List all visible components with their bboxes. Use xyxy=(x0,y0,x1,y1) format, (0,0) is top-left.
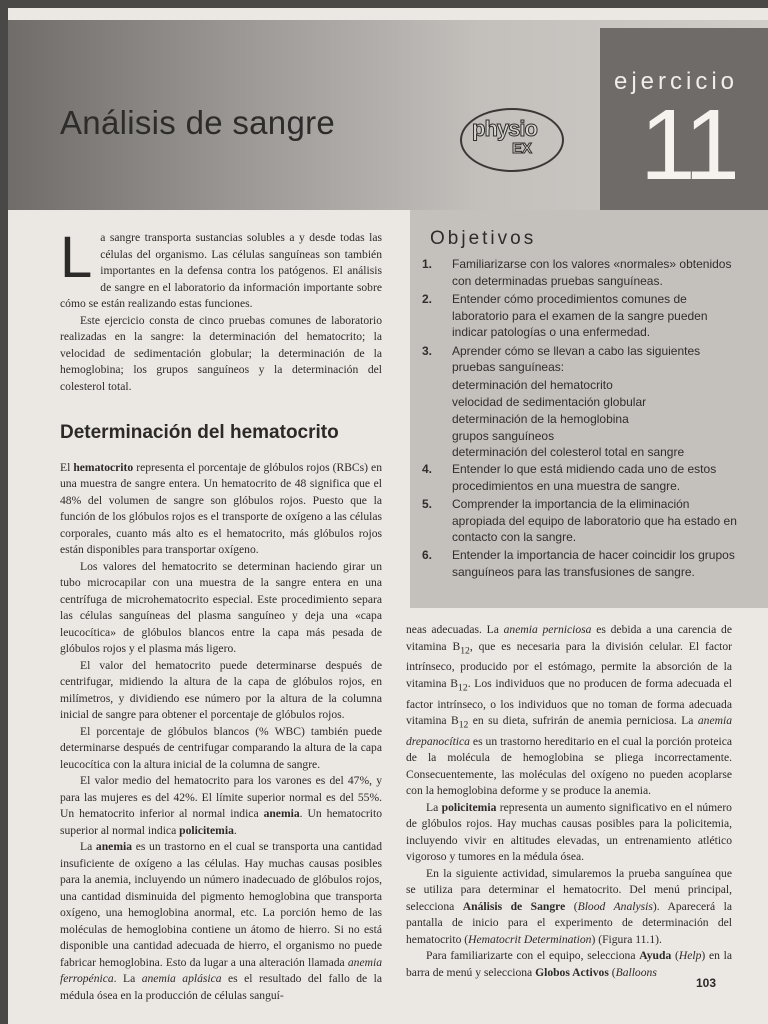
objective-text: Entender lo que está midiendo cada uno de estos procedimientos en una muestra de sangre. xyxy=(452,461,717,493)
body-paragraph xyxy=(406,866,732,949)
page xyxy=(8,8,768,1024)
body-paragraph xyxy=(406,800,732,866)
objective-text: Entender cómo procedimientos comunes de laboratorio para el examen de la sangre pueden indicar patologías o una enfermedad. xyxy=(452,291,708,340)
text-run: . Los individuos que no producen de forma adecuada el factor intrínseco, o los individuos que no toman de forma adecuada vitamina B xyxy=(406,676,732,728)
text-run: . La xyxy=(113,972,142,985)
body-paragraph xyxy=(60,839,382,1004)
term-bold: policitemia xyxy=(441,800,497,814)
objective-subitem: determinación del hematocrito xyxy=(452,378,613,393)
exercise-label: ejercicio xyxy=(614,68,739,95)
logo-word: physio xyxy=(472,116,537,141)
objective-text: Comprender la importancia de la eliminación apropiada del equipo de laboratorio que ha estado en contacto con la sangre. xyxy=(452,496,737,545)
text-run: Para familiarizarte con el equipo, selecciona xyxy=(426,949,640,963)
text-run: es el resultado del fallo de la médula ósea en la producción de células sanguí- xyxy=(60,972,382,1002)
objective-subitem: determinación del colesterol total en sangre xyxy=(452,445,685,460)
text-run: ( xyxy=(671,949,679,963)
objective-text: Entender la importancia de hacer coincidir los grupos sanguíneos para las transfusiones de sangre. xyxy=(452,548,735,580)
term-bold: anemia xyxy=(95,840,132,853)
objective-number: 3. xyxy=(422,343,433,358)
term-bold: hematocrito xyxy=(73,460,134,474)
text-run: es un trastorno en el cual se transporta una cantidad insuficiente de oxígeno a las células. Hay muchas causas posibles para la anemia, incluyendo un número inadecuado de glóbulos rojos, una cantidad disminuida del pigmento hemoglobina que transporta oxígeno, una hemoglobina anormal, etc. La porción hemo de las moléculas de hemoglobina contiene un átomo de hierro. Si no está disponible una cantidad adecuada de hierro, el organismo no puede fabricar hemoglobina. Esto da lugar a una alteración llamada xyxy=(60,840,382,969)
text-run: La xyxy=(80,840,96,853)
text-run: El xyxy=(60,460,74,474)
intro-paragraph-2: Este ejercicio consta de cinco pruebas comunes de laboratorio realizadas en la sangre: la determinación del hematocrito; la velocidad de sedimentación globular; la determinación de la hemoglobina; los grupos sanguíneos y la determinación del colesterol total. xyxy=(60,313,382,393)
term-bold: anemia xyxy=(263,807,300,820)
logo-sub: EX xyxy=(512,140,533,157)
term-italic: anemia ferropénica xyxy=(60,955,382,985)
objective-item xyxy=(422,343,742,376)
exercise-badge xyxy=(600,28,768,210)
text-run: representa el porcentaje de glóbulos rojos (RBCs) en una muestra de sangre entera. Un hematocrito de 48 significa que el 48% del volumen de sangre son glóbulos rojos. Puesto que la función de los glóbulos rojos es el transporte de oxígeno a las células corporales, cuanto más alto es el hematocrito, más glóbulos rojos están disponibles para transportar oxígeno. xyxy=(60,460,382,556)
text-run: En la siguiente actividad, simularemos la prueba sanguínea que se utiliza para determinar el hematocrito. Del menú principal, selecciona xyxy=(406,866,732,913)
body-paragraph: El valor del hematocrito puede determinarse después de centrifugar, midiendo la altura de la capa de glóbulos rojos, en milímetros, y dividiendo ese número por la altura de la columna inicial de sangre para obtener el porcentaje de glóbulos rojos. xyxy=(60,658,382,721)
text-run: . xyxy=(233,823,237,837)
text-run: es debida a una carencia de vitamina B xyxy=(406,623,732,653)
objective-number: 4. xyxy=(422,461,433,476)
left-column xyxy=(60,225,382,1004)
intro-text: a sangre transporta sustancias solubles a y desde todas las células del organismo. Las células sanguíneas son también importantes en la defensa contra los patógenos. El análisis de sangre en el laboratorio da información importante sobre cómo se están realizando estas funciones. xyxy=(60,231,382,310)
text-run: . Un hematocrito superior al normal indica xyxy=(60,807,382,837)
text-run: es un trastorno hereditario en el cual la porción proteica de la molécula de hemoglobina se pliega incorrectamente. Consecuentemente, las moléculas del oxígeno no pueden acoplarse con la hemoglobina deforme y se produce la anemia. xyxy=(406,734,732,798)
term-italic: Hematocrit Determination xyxy=(468,932,592,946)
page-number: 103 xyxy=(696,976,717,990)
body-paragraph xyxy=(60,460,382,559)
physioex-logo xyxy=(454,104,572,174)
objective-text: Familiarizarse con los valores «normales» obtenidos con determinadas pruebas sanguíneas. xyxy=(452,257,732,288)
objective-number: 1. xyxy=(422,257,433,271)
objectives-heading: Objetivos xyxy=(430,228,537,249)
body-paragraph xyxy=(406,622,732,800)
text-run: ) (Figura 11.1). xyxy=(591,932,662,946)
text-run: ). Aparecerá la pantalla de inicio para el experimento de determinación del hematocrito ( xyxy=(406,899,732,946)
text-run: , que es necesaria para la división celular. El factor intrínseco, producido por el estómago, permite la absorción de la vitamina B xyxy=(406,639,732,690)
text-run: ( xyxy=(565,899,578,913)
right-column xyxy=(406,622,732,981)
objective-number: 5. xyxy=(422,496,433,511)
term-italic: Balloons xyxy=(615,965,657,979)
objective-number: 6. xyxy=(422,548,433,563)
term-italic: Blood Analysis xyxy=(577,899,653,913)
term-bold: Globos Activos xyxy=(535,965,609,979)
term-bold: Análisis de Sangre xyxy=(462,899,566,913)
term-italic: anemia perniciosa xyxy=(503,623,592,636)
drop-cap: L xyxy=(60,225,93,290)
subscript: 12 xyxy=(458,682,468,694)
objectives-box xyxy=(410,210,768,608)
objective-item xyxy=(422,547,742,580)
text-run: en su dieta, sufrirán de anemia perniciosa. La xyxy=(468,714,698,728)
objective-subitem: determinación de la hemoglobina xyxy=(452,411,629,426)
subscript: 12 xyxy=(460,644,470,656)
text-run: El valor medio del hematocrito para los varones es del 47%, y para las mujeres es del 42%. El límite superior normal es del 55%. Un hematocrito inferior al normal indica xyxy=(60,774,382,820)
objective-item xyxy=(422,461,742,494)
objective-number: 2. xyxy=(422,291,433,306)
text-run: representa un aumento significativo en el número de glóbulos rojos. Hay muchas causas posibles para la policitemia, incluyendo vivir en altitudes elevadas, un entrenamiento atlético vigoroso y tumores en la médula ósea. xyxy=(406,800,732,864)
objective-subitem: grupos sanguíneos xyxy=(452,428,555,443)
body-paragraph xyxy=(406,948,732,981)
section-heading: Determinación del hematocrito xyxy=(60,422,339,443)
term-bold: Ayuda xyxy=(639,949,672,963)
page-title: Análisis de sangre xyxy=(60,104,336,141)
text-run: ( xyxy=(608,965,616,979)
term-italic: anemia aplásica xyxy=(141,972,222,985)
objective-text: Aprender cómo se llevan a cabo las siguientes pruebas sanguíneas: xyxy=(452,343,701,375)
body-paragraph: El porcentaje de glóbulos blancos (% WBC) también puede determinarse después de centrifugar comparando la altura de la capa leucocítica con la altura inicial de la columna de sangre. xyxy=(60,724,382,771)
objective-item xyxy=(422,291,742,341)
body-paragraph: Los valores del hematocrito se determinan haciendo girar un tubo microcapilar con una muestra de la sangre entera en una centrífuga de microhematocrito especial. Este procedimiento separa las células sanguíneas del plasma sanguíneo y deja una «capa leucocítica» de glóbulos blancos entre la capa más pesada de glóbulos rojos y el plasma más ligero. xyxy=(60,559,382,655)
text-run: neas adecuadas. La xyxy=(406,623,504,636)
objective-subitem: velocidad de sedimentación globular xyxy=(452,395,647,410)
intro-paragraph xyxy=(60,225,382,313)
term-italic: anemia drepanocítica xyxy=(406,714,732,748)
text-run: ) en la barra de menú y selecciona xyxy=(406,949,733,979)
objective-item xyxy=(422,496,742,546)
body-paragraph xyxy=(60,773,382,839)
exercise-number: 11 xyxy=(640,89,736,201)
term-bold: policitemia xyxy=(179,823,234,837)
text-run: La xyxy=(426,800,442,814)
objectives-list xyxy=(422,256,742,582)
objective-item xyxy=(422,256,742,289)
subscript: 12 xyxy=(458,719,469,731)
term-italic: Help xyxy=(678,949,702,963)
